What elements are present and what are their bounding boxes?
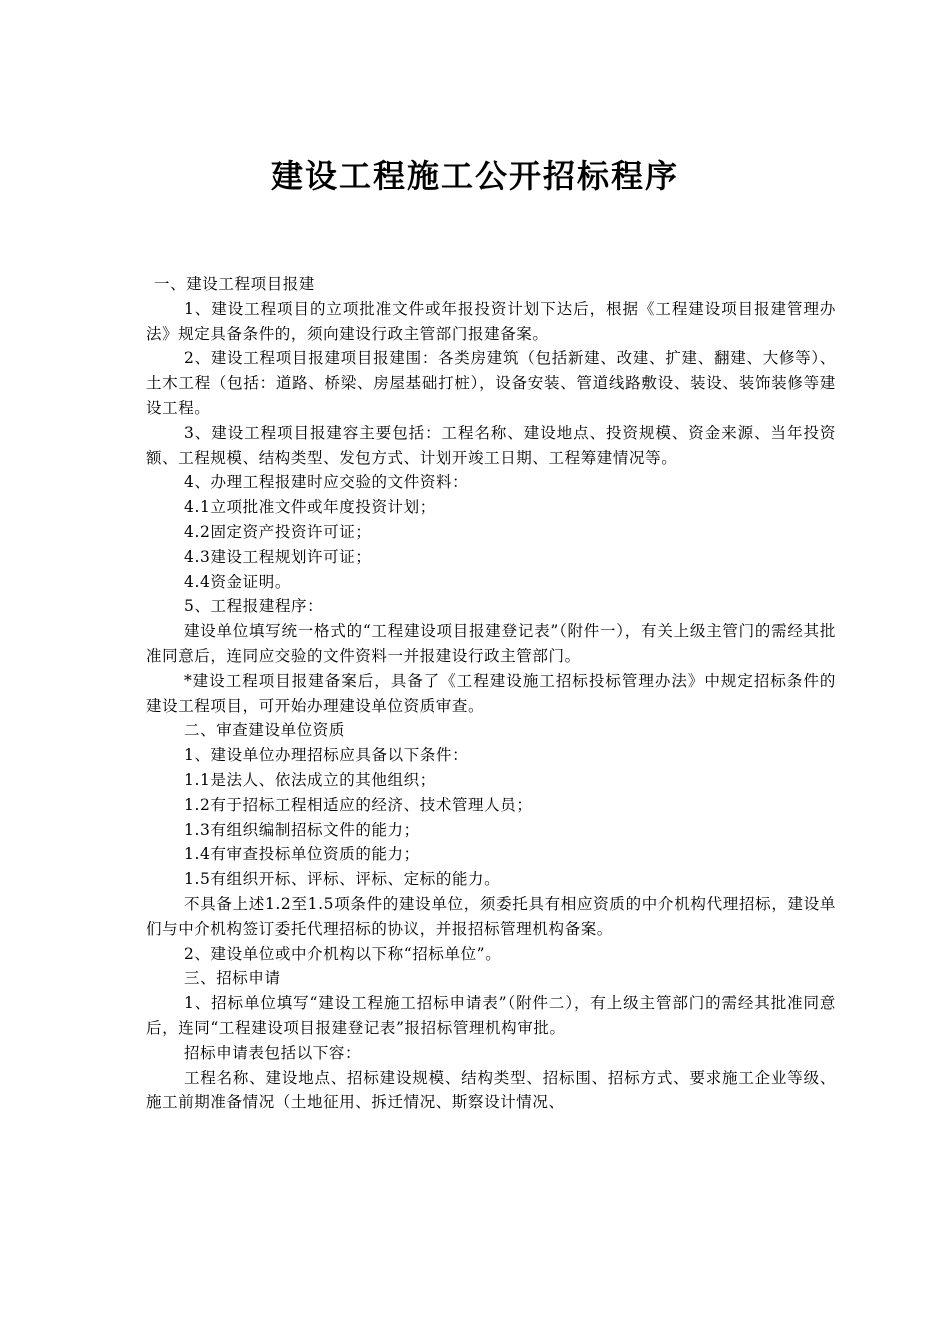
paragraph: 招标申请表包括以下容： xyxy=(184,1043,362,1062)
paragraph: 工程名称、建设地点、招标建设规模、结构类型、招标围、招标方式、要求施工企业等级、施工前期准备情况（土地征用、拆迁情况、斯察设计情况、 xyxy=(146,1068,836,1112)
list-item: 1.3有组织编制招标文件的能力； xyxy=(184,820,420,839)
list-item: 4.1立项批准文件或年度投资计划； xyxy=(184,498,436,517)
paragraph: 5、工程报建程序： xyxy=(184,597,324,616)
paragraph: 1、招标单位填写“建设工程施工招标申请表”（附件二），有上级主管部门的需经其批准同意后，连同“工程建设项目报建登记表”报招标管理机构审批。 xyxy=(146,994,836,1037)
paragraph: 建设单位填写统一格式的“工程建设项目报建登记表”（附件一），有关上级主管门的需经其批准同意后，连同应交验的文件资料一并报建设行政主管部门。 xyxy=(146,622,836,665)
paragraph: 不具备上述1.2至1.5项条件的建设单位，须委托具有相应资质的中介机构代理招标，建设单们与中介机构签订委托代理招标的协议，并报招标管理机构备案。 xyxy=(146,894,836,938)
section-heading: 三、招标申请 xyxy=(184,969,281,988)
paragraph: 1、建设工程项目的立项批准文件或年报投资计划下达后，根据《工程建设项目报建管理办法》规定具备条件的，须向建设行政主管部门报建备案。 xyxy=(146,299,836,343)
list-item: 1.4有审查投标单位资质的能力； xyxy=(184,845,420,864)
list-item: 4.3建设工程规划许可证； xyxy=(184,547,372,566)
list-item: 4.2固定资产投资许可证； xyxy=(184,522,372,541)
document-body xyxy=(146,272,836,1115)
list-item: 1.2有于招标工程相适应的经济、技术管理人员； xyxy=(184,795,533,814)
paragraph: 3、建设工程项目报建容主要包括：工程名称、建设地点、投资规模、资金来源、当年投资额、工程规模、结构类型、发包方式、计划开竣工日期、工程筹建情况等。 xyxy=(146,423,836,467)
section-heading: 二、审查建设单位资质 xyxy=(184,721,346,740)
list-item: 1.1是法人、依法成立的其他组织； xyxy=(184,770,436,789)
paragraph: 2、建设单位或中介机构以下称“招标单位”。 xyxy=(184,944,502,963)
document-title: 建设工程施工公开招标程序 xyxy=(270,157,679,195)
paragraph: 2、建设工程项目报建项目报建围：各类房建筑（包括新建、改建、扩建、翻建、大修等）、土木工程（包括：道路、桥梁、房屋基础打桩），设备安装、管道线路敷设、装设、装饰装修等建设工程。 xyxy=(146,349,836,417)
paragraph: 1、建设单位办理招标应具备以下条件： xyxy=(184,746,469,765)
list-item: 1.5有组织开标、评标、评标、定标的能力。 xyxy=(184,870,501,889)
section-heading: 一、建设工程项目报建 xyxy=(154,275,316,293)
paragraph: 4、办理工程报建时应交验的文件资料： xyxy=(184,473,469,492)
list-item: 4.4资金证明。 xyxy=(184,572,291,591)
paragraph: *建设工程项目报建备案后，具备了《工程建设施工招标投标管理办法》中规定招标条件的建设工程项目，可开始办理建设单位资质审查。 xyxy=(146,671,836,715)
